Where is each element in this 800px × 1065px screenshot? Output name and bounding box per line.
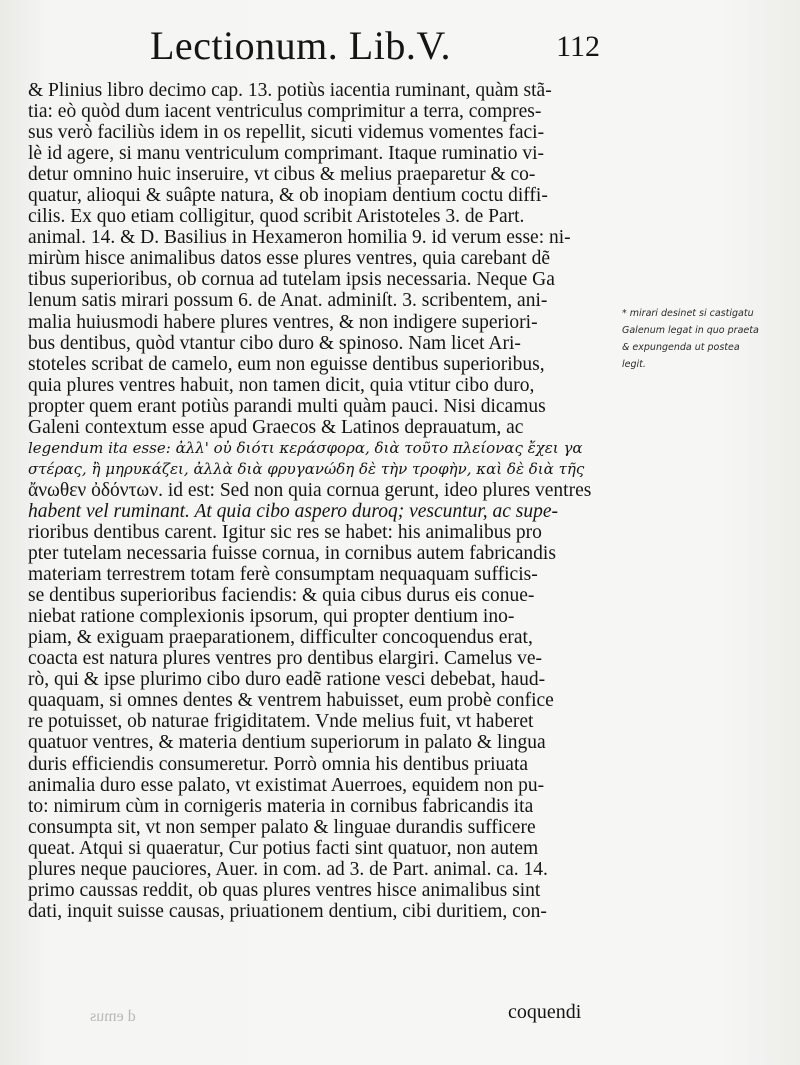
text-line: piam, & exiguam praeparationem, difficulter concoquendus erat, — [28, 627, 533, 649]
handwritten-marginal-note — [622, 305, 797, 373]
text-line: propter quem erant potiùs parandi multi quàm pauci. Nisi dicamus — [28, 395, 546, 417]
text-line: mirùm hisce animalibus datos esse plures ventres, quia carebant dẽ — [28, 248, 551, 270]
text-line: animalia duro esse palato, vt existimat Auerroes, equidem non pu- — [28, 774, 545, 796]
text-line: quatur, alioqui & suâpte natura, & ob inopiam dentium coctu diffi- — [28, 185, 548, 207]
text-line: habent vel ruminant. At quia cibo aspero duroq; vescuntur, ac supe- — [28, 500, 559, 522]
text-line: tibus superioribus, ob cornua ad tutelam ipsis necessaria. Neque Ga — [28, 269, 555, 291]
text-line: sus verò faciliùs idem in os repellit, sicuti videmus vomentes faci- — [28, 122, 545, 144]
text-line: coacta est natura plures ventres pro dentibus elargiri. Camelus ve- — [28, 648, 543, 670]
text-line: quatuor ventres, & materia dentium superiorum in palato & lingua — [28, 732, 546, 754]
text-line: stoteles scribat de camelo, eum non eguisse dentibus superioribus, — [28, 353, 545, 375]
text-line: consumpta sit, vt non semper palato & linguae durandis sufficere — [28, 816, 536, 838]
text-line: & Plinius libro decimo cap. 13. potiùs iacentia ruminant, quàm stã- — [28, 80, 552, 101]
text-line: materiam terrestrem totam ferè consumptam nequaquam sufficis- — [28, 564, 538, 586]
text-line: tia: eò quòd dum iacent ventriculus comprimitur a terra, compres- — [28, 101, 542, 123]
text-line: lenum satis mirari possum 6. de Anat. adminiſt. 3. scribentem, ani- — [28, 290, 548, 312]
text-line: niebat ratione complexionis ipsorum, qui propter dentium ino- — [28, 606, 515, 628]
text-line: re potuisset, ob naturae frigiditatem. Vnde melius fuit, vt haberet — [28, 711, 534, 733]
text-line: to: nimirum cùm in cornigeris materia in cornibus fabricandis ita — [28, 795, 534, 817]
marginal-note-line: legit. — [622, 359, 646, 370]
bleed-through-text: d emus — [90, 1008, 136, 1025]
text-line: queat. Atqui si quaeratur, Cur potius facti sint quatuor, non autem — [28, 837, 539, 859]
running-head: Lectionum. Lib.V. — [150, 23, 452, 68]
text-line: ἄνωθεν ὀδόντων. id est: Sed non quia cornua gerunt, ideo plures ventres — [28, 479, 592, 501]
text-line: cilis. Ex quo etiam colligitur, quod scribit Aristoteles 3. de Part. — [28, 206, 525, 228]
text-line: lè id agere, si manu ventriculum comprimant. Itaque ruminatio vi- — [28, 143, 545, 165]
text-line: malia huiusmodi habere plures ventres, & non indigere superiori- — [28, 311, 538, 333]
marginal-note-line: Galenum legat in quo praeta — [622, 325, 759, 336]
text-line: legendum ita esse: ἀλλ' οὐ διότι κεράσφορα, διὰ τοῦτο πλείονας ἔχει γα — [28, 438, 583, 457]
text-line: animal. 14. & D. Basilius in Hexameron homilia 9. id verum esse: ni- — [28, 227, 571, 249]
text-line: dati, inquit suisse causas, priuationem dentium, cibi duritiem, con- — [28, 900, 547, 922]
body-text — [28, 80, 618, 922]
marginal-note-line: * mirari desinet si castigatu — [622, 308, 754, 319]
page-header — [150, 22, 610, 74]
text-line: rioribus dentibus carent. Igitur sic res se habet: his animalibus pro — [28, 521, 542, 543]
page-number: 112 — [556, 30, 600, 63]
marginal-note-line: & expungenda ut postea — [622, 342, 740, 353]
text-line: detur omnino huic inseruire, vt cibus & melius praeparetur & co- — [28, 164, 536, 186]
text-line: στέρας, ἢ μηρυκάζει, ἀλλὰ διὰ φρυγανώδη δὲ τὴν τροφὴν, καὶ δὲ διὰ τῆς — [28, 459, 585, 478]
text-line: pter tutelam necessaria fuisse cornua, in cornibus autem fabricandis — [28, 543, 556, 565]
text-line: plures neque pauciores, Auer. in com. ad 3. de Part. animal. ca. 14. — [28, 858, 548, 880]
text-line: quia plures ventres habuit, non tamen dicit, quia vtitur cibo duro, — [28, 374, 535, 396]
text-line: rò, qui & ipse plurimo cibo duro eadẽ ratione vesci debebat, haud- — [28, 669, 546, 691]
text-line: duris efficiendis consumeretur. Porrò omnia his dentibus priuata — [28, 753, 529, 775]
text-line: primo caussas reddit, ob quas plures ventres hisce animalibus sint — [28, 879, 541, 901]
text-line: bus dentibus, quòd vtantur cibo duro & spinoso. Nam licet Ari- — [28, 332, 521, 354]
text-line: Galeni contextum esse apud Graecos & Latinos deprauatum, ac — [28, 416, 524, 438]
text-line: quaquam, si omnes dentes & ventrem habuisset, eum probè confice — [28, 690, 554, 712]
text-line: se dentibus superioribus faciendis: & quia cibus durus eis conue- — [28, 585, 535, 607]
catchword: coquendi — [508, 1001, 582, 1023]
